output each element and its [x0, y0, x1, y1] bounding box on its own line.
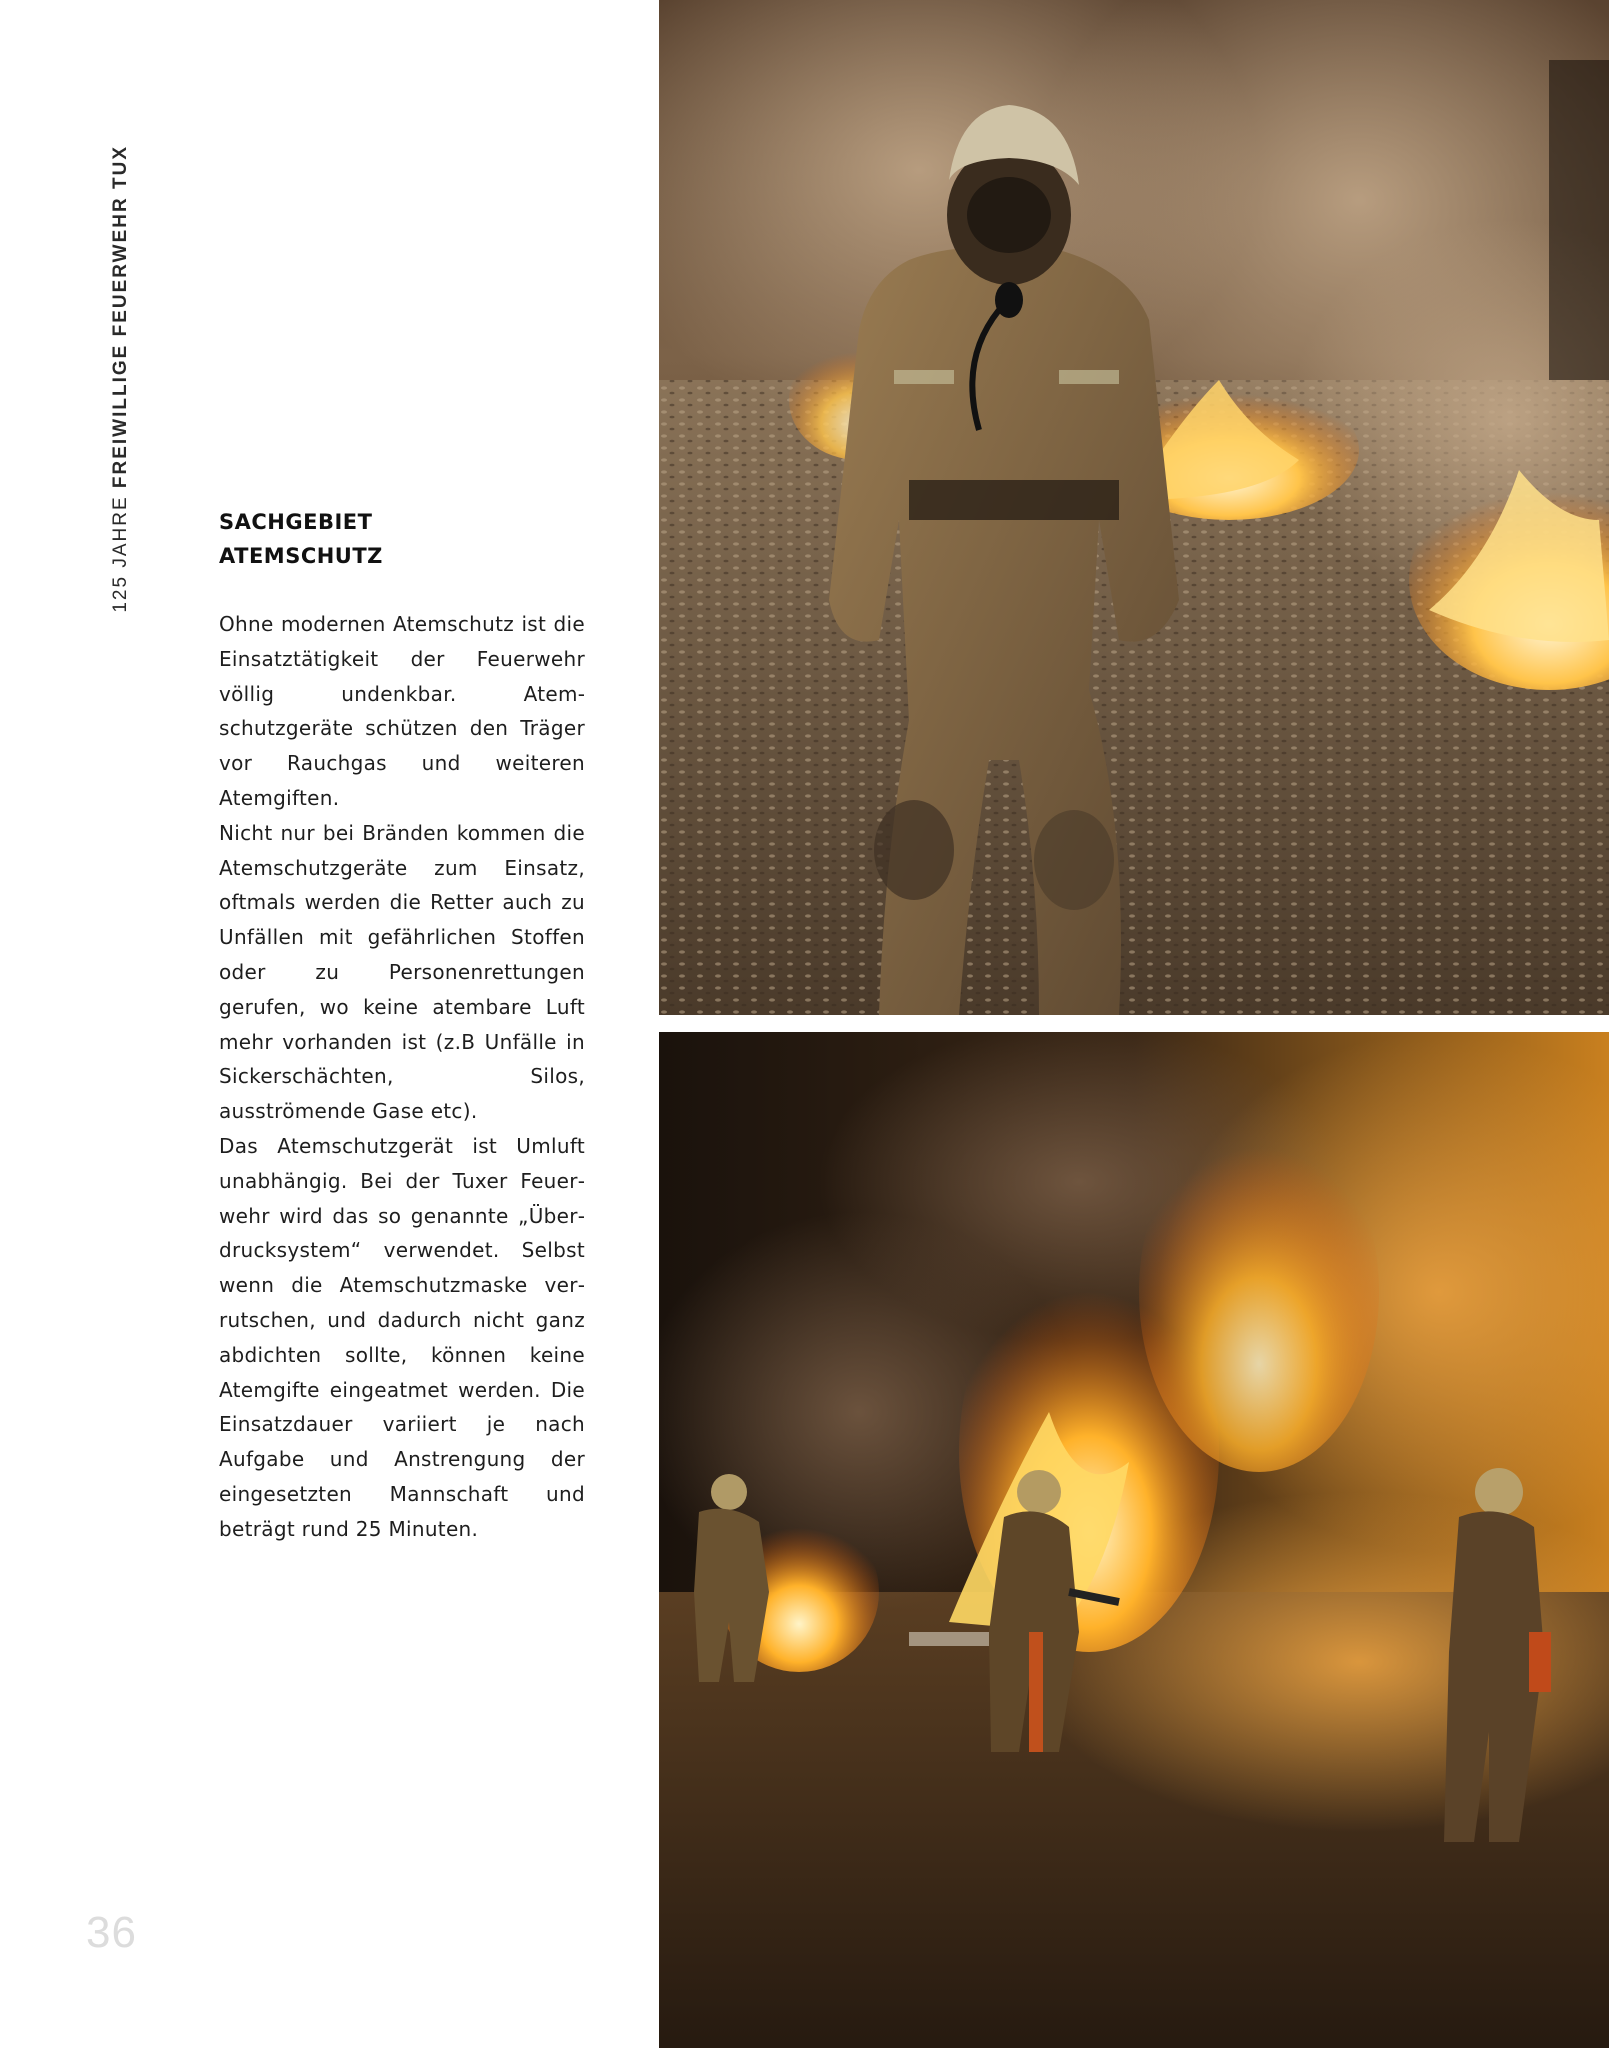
- photo-extinguishing-exercise-image: [659, 1032, 1609, 2048]
- section-title-line-1: SACHGEBIET: [219, 510, 373, 534]
- section-title-line-2: ATEMSCHUTZ: [219, 544, 383, 568]
- photo-extinguishing-exercise: [659, 1032, 1609, 2048]
- photo-firefighter-portrait: [659, 0, 1609, 1015]
- paragraph-3: Das Atemschutzgerät ist Umluft unabhängig. Bei der Tuxer Feuerwehr wird das so genannte „Überdrucksystem“ verwendet. Selbst wenn die Atemschutzmaske verrutschen, und dadurch nicht ganz abdichten sollte, können keine Atemgifte eingeatmet werden. Die Einsatzdauer variiert je nach Aufgabe und Anstrengung der eingesetzten Mannschaft und beträgt rund 25 Minuten.: [219, 1133, 585, 1541]
- page-number: 36: [86, 1908, 137, 1957]
- paragraph-2: Nicht nur bei Bränden kommen die Atemschutzgeräte zum Einsatz, oftmals werden die Retter auch zu Unfällen mit gefährlichen Stoffen oder zu Personenrettungen gerufen, wo keine atembare Luft mehr vorhanden ist (z.B Unfälle in Sickerschächten, Silos, ausströmende Gase etc).: [219, 820, 585, 1124]
- section-title: [219, 505, 599, 573]
- photo-firefighter-portrait-image: [659, 0, 1609, 1015]
- running-head-light: 125 JAHRE: [110, 488, 131, 613]
- running-head-bold: FREIWILLIGE FEUERWEHR TUX: [110, 145, 131, 489]
- paragraph-1: Ohne modernen Atemschutz ist die Einsatztätigkeit der Feuerwehr völlig undenkbar. Atemschutzgeräte schützen den Träger vor Rauchgas und weiteren Atemgiften.: [219, 612, 585, 810]
- running-head: [110, 145, 132, 613]
- body-text: [219, 607, 585, 1547]
